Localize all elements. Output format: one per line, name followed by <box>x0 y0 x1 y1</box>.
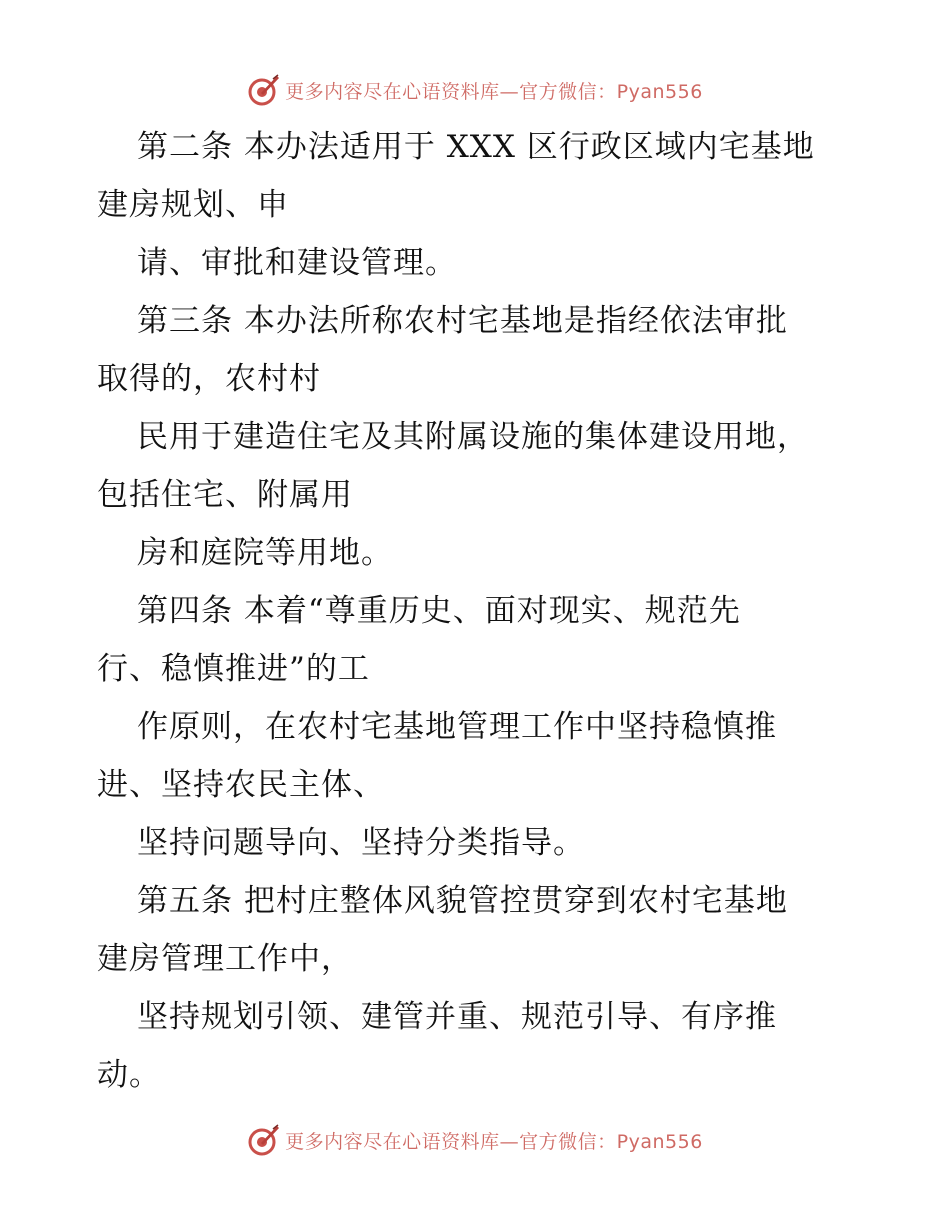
header-banner <box>0 70 950 110</box>
banner-cn-text: 更多内容尽在心语资料库—官方微信： <box>285 1130 617 1153</box>
text-line: 第三条 本办法所称农村宅基地是指经依法审批 <box>137 303 788 339</box>
text-line: 坚持问题导向、坚持分类指导。 <box>137 825 585 861</box>
text-line: 建房管理工作中， <box>97 941 353 977</box>
banner-text <box>285 77 703 104</box>
text-line: 进、坚持农民主体、 <box>97 767 385 803</box>
text-line: 第二条 本办法适用于 XXX 区行政区域内宅基地 <box>137 129 815 165</box>
banner-wechat-id: Pyan556 <box>616 80 703 103</box>
text-line: 建房规划、申 <box>97 187 289 223</box>
text-line: 作原则，在农村宅基地管理工作中坚持稳慎推 <box>137 709 777 745</box>
text-line: 请、审批和建设管理。 <box>137 245 457 281</box>
text-line: 第四条 本着“尊重历史、面对现实、规范先 <box>137 593 741 629</box>
text-line: 房和庭院等用地。 <box>137 535 393 571</box>
document-body <box>97 118 877 1104</box>
quill-pen-logo-icon <box>247 1123 281 1157</box>
text-line: 民用于建造住宅及其附属设施的集体建设用地， <box>137 419 809 455</box>
text-line: 包括住宅、附属用 <box>97 477 353 513</box>
footer-banner <box>0 1120 950 1160</box>
text-line: 动。 <box>97 1057 161 1093</box>
quill-pen-logo-icon <box>247 73 281 107</box>
text-line: 第五条 把村庄整体风貌管控贯穿到农村宅基地 <box>137 883 788 919</box>
text-line: 取得的，农村村 <box>97 361 321 397</box>
banner-text <box>285 1127 703 1154</box>
banner-cn-text: 更多内容尽在心语资料库—官方微信： <box>285 80 617 103</box>
text-line: 坚持规划引领、建管并重、规范引导、有序推 <box>137 999 777 1035</box>
text-line: 行、稳慎推进”的工 <box>97 651 370 687</box>
banner-wechat-id: Pyan556 <box>616 1130 703 1153</box>
